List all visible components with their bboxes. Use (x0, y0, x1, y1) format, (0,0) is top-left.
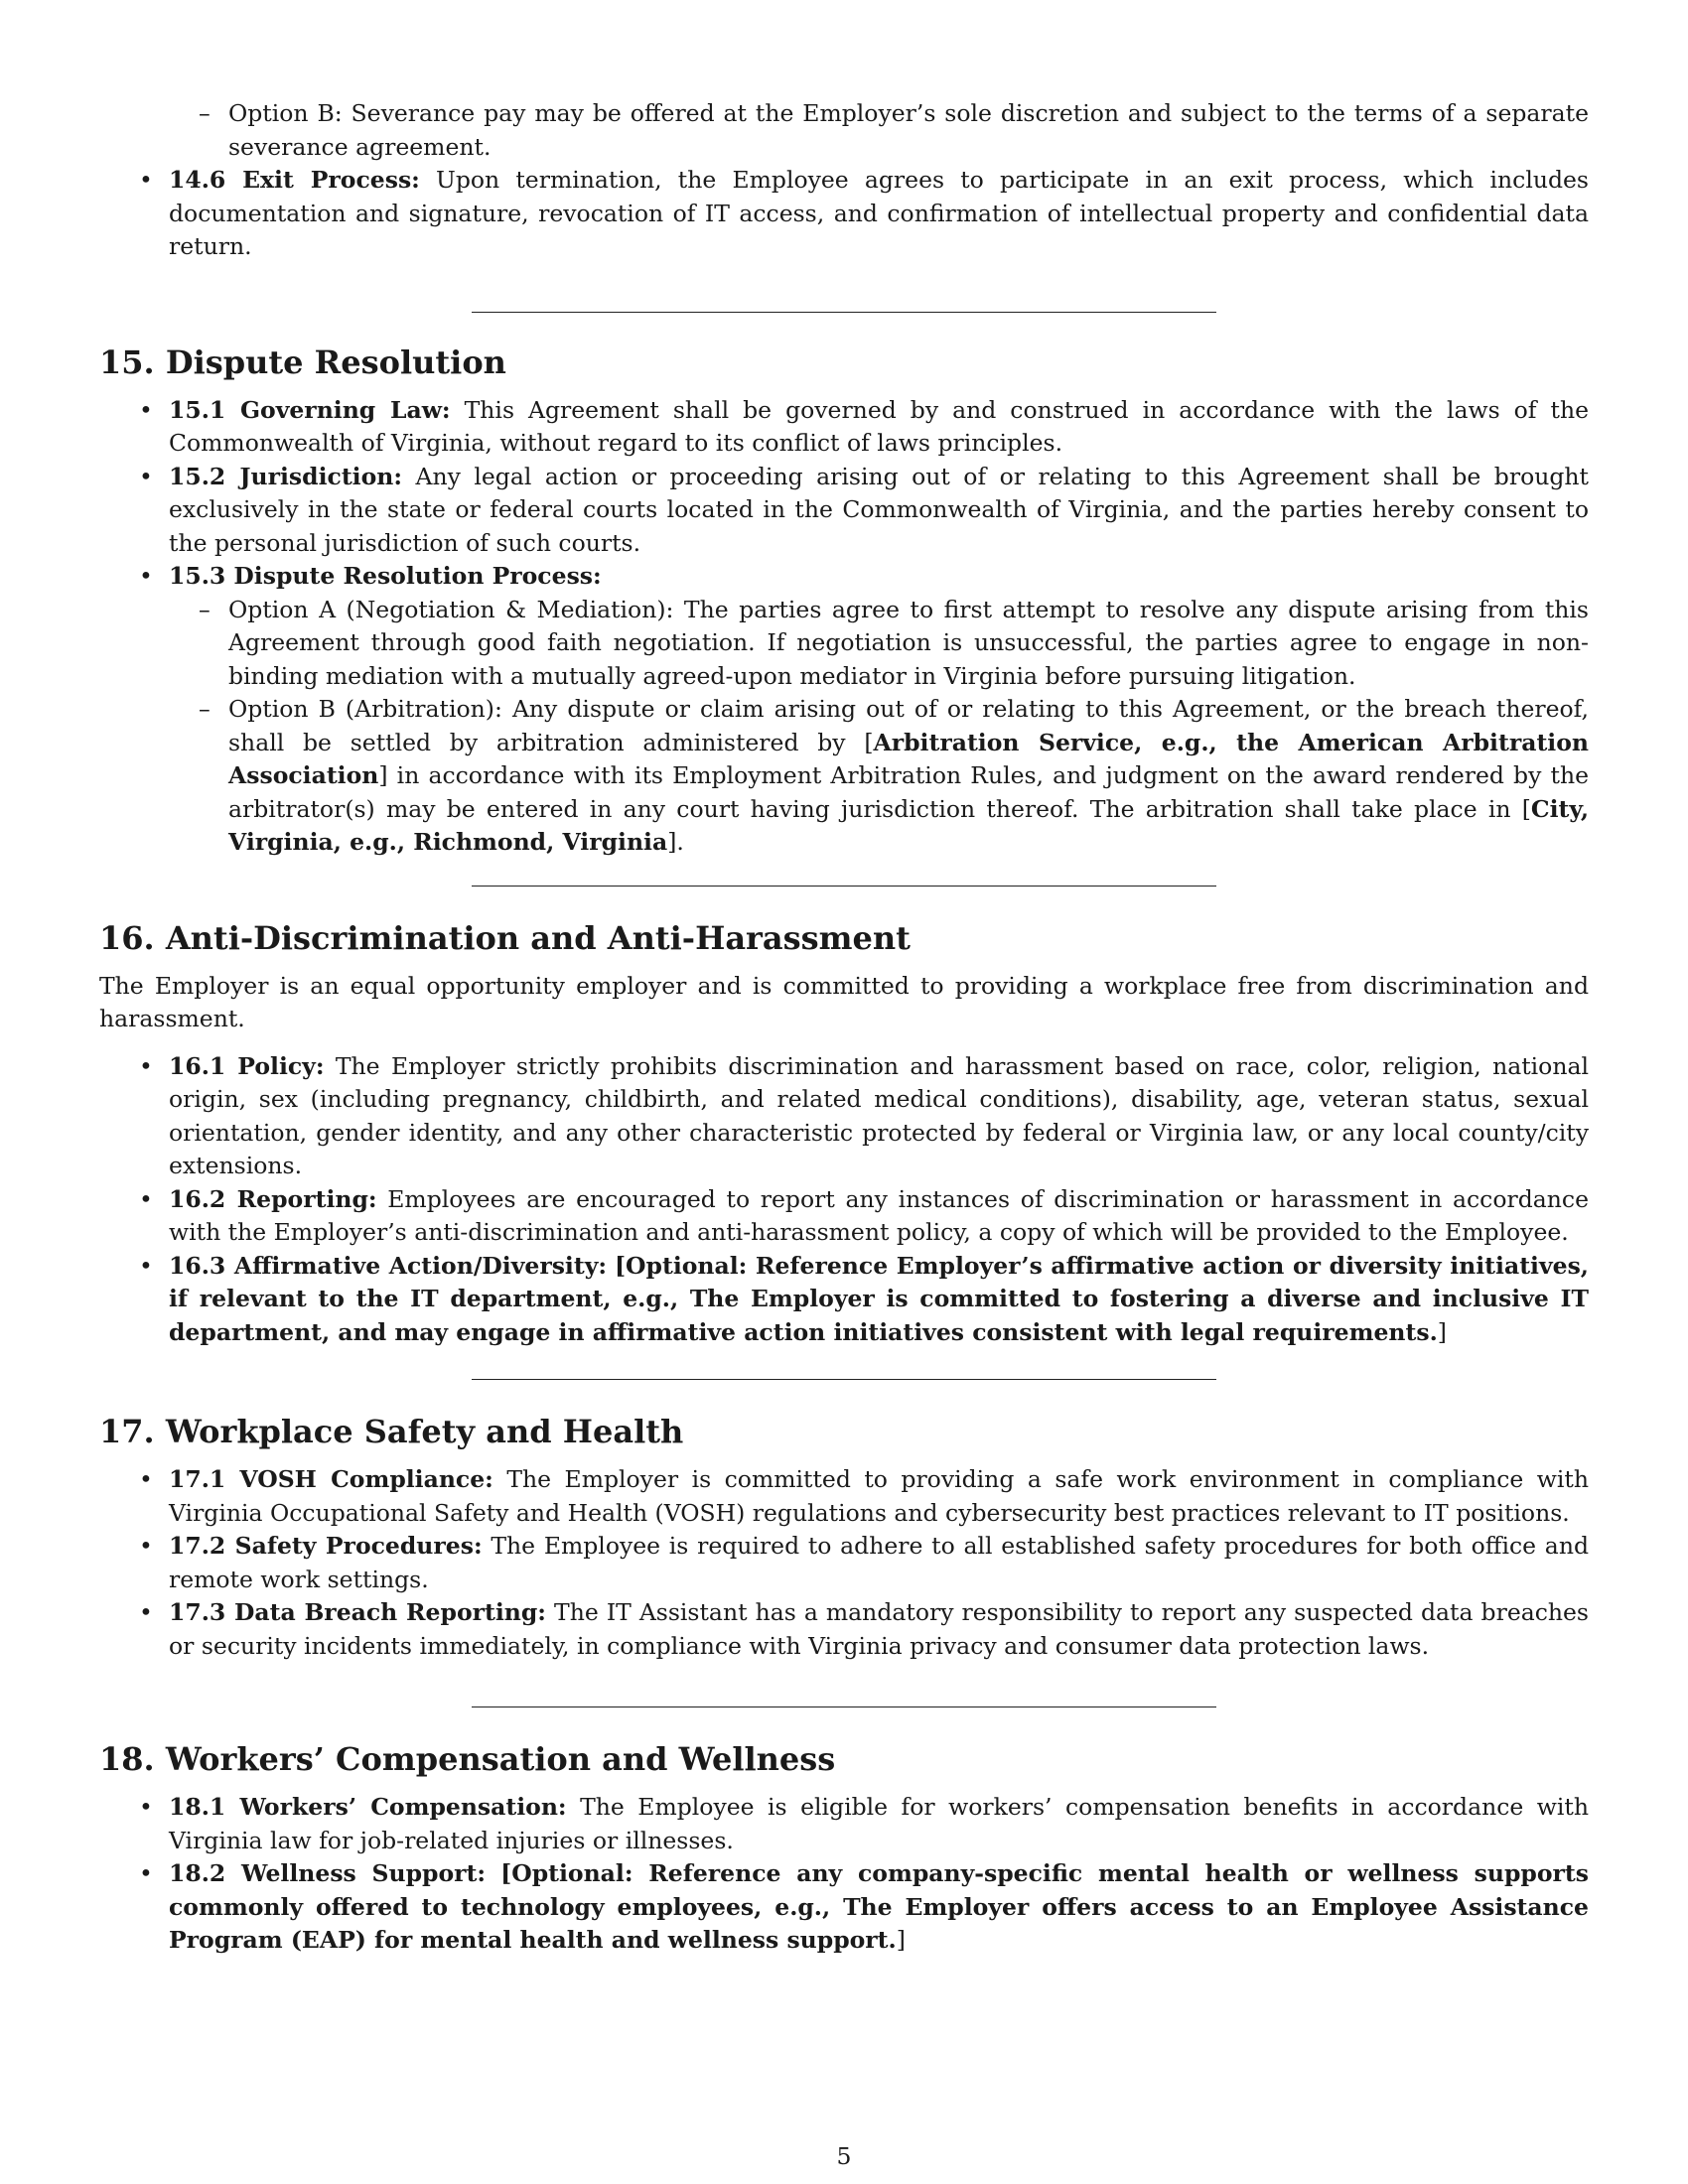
arbitration-service-placeholder: Arbitration Service, e.g., the American Arbitration Association (228, 728, 1589, 789)
item-18-1-title: 18.1 Workers’ Compensation: (169, 1793, 567, 1821)
item-18-2-close: ] (896, 1926, 906, 1954)
item-16-2-title: 16.2 Reporting: (169, 1184, 377, 1213)
item-16-3 (99, 1250, 1589, 1350)
item-18-2-title: 18.2 Wellness Support: (169, 1859, 487, 1887)
option-b-part2: ] in accordance with its Employment Arbitration Rules, and judgment on the award rendered by the arbitrator(s) may be entered in any court having jurisdiction thereof. The arbitration shall take place in [ (228, 761, 1589, 823)
sec17-list (99, 1463, 1589, 1663)
item-17-1 (99, 1463, 1589, 1530)
section-15-heading: 15. Dispute Resolution (99, 342, 506, 381)
item-16-3-close: ] (1437, 1317, 1447, 1346)
option-b-part3: ]. (667, 828, 684, 856)
item-17-2-title: 17.2 Safety Procedures: (169, 1532, 483, 1560)
item-15-2-text: Any legal action or proceeding arising out of or relating to this Agreement shall be brought exclusively in the state or federal courts located in the Commonwealth of Virginia, and the parties hereby consent to the personal jurisdiction of such courts. (169, 462, 1589, 557)
item-14-6-title: 14.6 Exit Process: (169, 166, 420, 194)
option-b-arbitration (99, 693, 1589, 860)
item-17-2-text: The Employee is required to adhere to all established safety procedures for both office and remote work settings. (169, 1532, 1589, 1593)
option-a-negotiation (99, 594, 1589, 694)
item-14-6-text: Upon termination, the Employee agrees to participate in an exit process, which includes documentation and signature, revocation of IT access, and confirmation of intellectual property and confidential data return. (169, 166, 1589, 260)
section-16-heading: 16. Anti-Discrimination and Anti-Harassment (99, 918, 911, 957)
item-16-1 (99, 1050, 1589, 1183)
item-14-6 (99, 164, 1589, 264)
item-15-2 (99, 461, 1589, 561)
item-15-3-title: 15.3 Dispute Resolution Process: (169, 562, 602, 590)
page-number: 5 (836, 2142, 852, 2170)
sec16-list (99, 1050, 1589, 1350)
item-17-3-text: The IT Assistant has a mandatory responsibility to report any suspected data breaches or security incidents immediately, in compliance with Virginia privacy and consumer data protection laws. (169, 1598, 1589, 1660)
item-16-3-title: 16.3 Affirmative Action/Diversity: (169, 1251, 608, 1280)
item-15-2-title: 15.2 Jurisdiction: (169, 462, 403, 490)
item-18-1 (99, 1791, 1589, 1857)
item-18-2 (99, 1857, 1589, 1958)
item-17-3 (99, 1596, 1589, 1663)
item-17-2 (99, 1530, 1589, 1596)
option-a-text: Option A (Negotiation & Mediation): The parties agree to first attempt to resolve any dispute arising from this Agreement through good faith negotiation. If negotiation is unsuccessful, the parties agree to engage in non-binding mediation with a mutually agreed-upon mediator in Virginia before pursuing litigation. (228, 595, 1589, 690)
item-15-1 (99, 394, 1589, 461)
sec15-options (99, 594, 1589, 860)
section-divider (472, 886, 1216, 887)
item-16-3-text: [Optional: Reference Employer’s affirmative action or diversity initiatives, if relevant to the IT department, e.g., The Employer is committed to fostering a diverse and inclusive IT department, and may engage in affirmative action initiatives consistent with legal requirements. (169, 1251, 1589, 1346)
option-b-text: Option B: Severance pay may be offered at the Employer’s sole discretion and subject to the terms of a separate severance agreement. (228, 99, 1589, 161)
option-b-part1: Option B (Arbitration): Any dispute or claim arising out of or relating to this Agreement, or the breach thereof, shall be settled by arbitration administered by [ (228, 695, 1589, 756)
section-18-heading: 18. Workers’ Compensation and Wellness (99, 1740, 836, 1778)
section-divider (472, 312, 1216, 313)
section-16-intro: The Employer is an equal opportunity employer and is committed to providing a workplace free from discrimination and harassment. (99, 971, 1589, 1032)
item-16-2 (99, 1183, 1589, 1250)
item-17-1-text: The Employer is committed to providing a safe work environment in compliance with Virginia Occupational Safety and Health (VOSH) regulations and cybersecurity best practices relevant to IT positions. (169, 1465, 1589, 1527)
item-15-1-title: 15.1 Governing Law: (169, 395, 451, 424)
option-b-severance (99, 97, 1589, 164)
sec18-list (99, 1791, 1589, 1958)
item-18-1-text: The Employee is eligible for workers’ compensation benefits in accordance with Virginia law for job-related injuries or illnesses. (169, 1793, 1589, 1854)
item-18-2-text: [Optional: Reference any company-specific mental health or wellness supports commonly offered to technology employees, e.g., The Employer offers access to an Employee Assistance Program (EAP) for mental health and wellness support. (169, 1859, 1589, 1954)
section-divider (472, 1379, 1216, 1380)
document-page (99, 97, 1589, 1958)
item-16-2-text: Employees are encouraged to report any instances of discrimination or harassment in accordance with the Employer’s anti-discrimination and anti-harassment policy, a copy of which will be provided to the Employee. (169, 1184, 1589, 1246)
sec15-list (99, 394, 1589, 594)
sec14-list (99, 164, 1589, 264)
section-divider (472, 1706, 1216, 1707)
section-17-heading: 17. Workplace Safety and Health (99, 1413, 684, 1450)
item-17-1-title: 17.1 VOSH Compliance: (169, 1465, 493, 1493)
item-16-1-title: 16.1 Policy: (169, 1051, 325, 1080)
city-placeholder: City, Virginia, e.g., Richmond, Virginia (228, 794, 1589, 856)
item-15-1-text: This Agreement shall be governed by and construed in accordance with the laws of the Commonwealth of Virginia, without regard to its conflict of laws principles. (169, 395, 1589, 457)
sec14-options (99, 97, 1589, 164)
item-17-3-title: 17.3 Data Breach Reporting: (169, 1598, 546, 1626)
item-15-3 (99, 560, 1589, 594)
item-16-1-text: The Employer strictly prohibits discrimination and harassment based on race, color, religion, national origin, sex (including pregnancy, childbirth, and related medical conditions), disability, age, veteran status, sexual orientation, gender identity, and any other characteristic protected by federal or Virginia law, or any local county/city extensions. (169, 1051, 1589, 1179)
